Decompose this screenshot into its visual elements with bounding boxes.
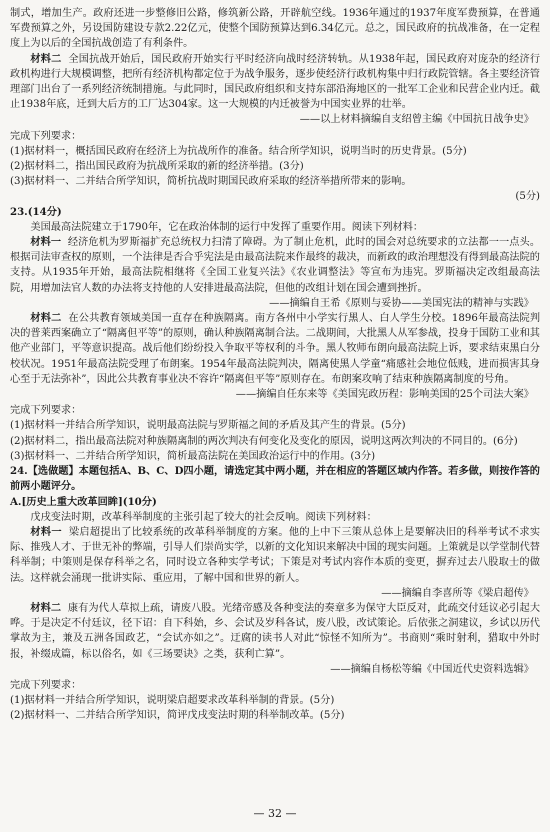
q24-source-2: ——摘编自杨松等编《中国近代史资料选辑》 <box>330 663 534 675</box>
q24-section-a-title: A.[历史上重大改革回眸](10分) <box>10 495 157 508</box>
question-24 <box>10 464 540 723</box>
q23-source-1: ——摘编自王希《原则与妥协——美国宪法的精神与实践》 <box>269 297 534 309</box>
q22-material2 <box>10 52 540 113</box>
q22-requirement-1: (1)据材料一，概括国民政府在经济上为抗战所作的准备。结合所学知识，说明当时的历史背景。(5分) <box>10 145 467 157</box>
material-text: 梁启超提出了比较系统的改革科举制度的方案。他的上中下三策从总体上是要解决旧的科举考试不求实际、推残人才、于世无补的弊端，引导人们崇尚实学，以新的文化知识来解决中国的现实问题。上策就是以学堂制代替科举制；中策则是保存科举之名，同时设立各种实学考试；下策是对考试内容作本质的变更，摒弃过去八股取士的做法。这样就会涌现一批讲实际、重应用，了解中国和世界的新人。 <box>10 526 541 584</box>
q23-source-2: ——摘编自任东来等《美国宪政历程：影响美国的25个司法大案》 <box>235 389 534 401</box>
material-text: 康有为代人草拟上疏，请废八股。光绪帝感及各种变法的奏章多为保守大臣反对，此疏交付廷议必引起大哗。于是决定不付廷议，径下诏：自下科始，乡、会试及岁科各试，废八股，改试策论。后依张之洞建议，乡试以历代掌故为主，兼及五洲各国政艺，“会试亦如之”。迂腐的读书人对此“惊怪不知所为”。书商则“乘时射利，猎取中外时报，补缀成篇，标以俗名，如《三场要诀》之类，获利亡算”。 <box>10 602 541 660</box>
question-23 <box>10 205 540 464</box>
q23-material1 <box>10 235 540 296</box>
q23-requirement-3: (3)据材料一、二并结合所学知识，简析最高法院在美国政治运行中的作用。(3分) <box>10 450 376 462</box>
q24-intro: 戊戌变法时期，改革科举制度的主张引起了较大的社会反响。阅读下列材料： <box>30 511 377 523</box>
material-text: 全国抗战开始后，国民政府开始实行平时经济向战时经济转轨。从1938年起，国民政府对庞杂的经济行政机构进行大规模调整，把所有经济机构都定位于为战争服务，逐步使经济行政机构集中归行政院管辖。各主要经济管理部门出台了一系列经济统制措施。与此同时，国民政府组织和支持东部沿海地区的一批军工企业和民营企业内迁。截止1938年底，迁到大后方的工厂达304家。这一大规模的内迁被誉为中国实业界的壮举。 <box>10 53 541 111</box>
q23-heading: 23.(14分) <box>10 205 62 218</box>
q22-requirement-3: (3)据材料一、二并结合所学知识，简析抗战时期国民政府采取的经济举措所带来的影响。 <box>10 176 412 188</box>
material-text: 经济危机为罗斯福扩充总统权力扫清了障碍。为了制止危机，此时的国会对总统要求的立法都一一点头。根据司法审查权的原则，一个法律是否合乎宪法是由最高法院来作最终的裁决，而新政的政治理想没有得到最高法院的支持。从1935年开始，最高法院相继将《全国工业复兴法》《农业调整法》等宣布为违宪。罗斯福决定改组最高法院，用增加法官人数的办法将支持他的人安排进最高法院，但他的改组计划在国会遭到挫折。 <box>10 237 541 294</box>
q23-material2 <box>10 311 540 387</box>
q23-intro: 美国最高法院建立于1790年，它在政治体制的运行中发挥了重要作用。阅读下列材料： <box>30 221 424 233</box>
question-22-continuation <box>10 6 540 205</box>
q24-requirement-1: (1)据材料一并结合所学知识，说明梁启超要求改革科举制的背景。(5分) <box>10 695 335 707</box>
q22-source: ——以上材料摘编自支绍曾主编《中国抗日战争史》 <box>299 114 534 126</box>
q22-requirement-3-score: (5分) <box>515 191 540 203</box>
page-number: — 32 — <box>253 807 297 820</box>
q24-heading: 24.【选做题】本题包括A、B、C、D四小题，请选定其中两小题，并在相应的答题区域内作答。若多做，则按作答的前两小题评分。 <box>10 465 540 493</box>
material-label: 材料二 <box>30 601 62 614</box>
q22-requirement-2: (2)据材料二，指出国民政府为抗战所采取的新的经济举措。(3分) <box>10 161 304 173</box>
material-label: 材料一 <box>30 236 62 249</box>
material-label: 材料二 <box>30 312 62 325</box>
q22-material1-continuation: 制式，增加生产。政府还进一步整修旧公路，修筑新公路，开辟航空线。1936年通过的1937年度军费预算，在普通军费预算之外，另设国防建设专款2.22亿元，使整个国防预算达到6.34亿元。总之，国民政府的抗战准备，在一定程度上为以后的全国抗战创造了有利条件。 <box>10 8 540 50</box>
q24-material2 <box>10 601 540 662</box>
q24-requirements-heading: 完成下列要求： <box>10 679 82 691</box>
q23-requirement-2: (2)据材料二，指出最高法院对种族隔离制的两次判决有何变化及变化的原因，说明这两次判决的不同目的。(6分) <box>10 435 518 447</box>
q23-requirement-1: (1)据材料一并结合所学知识，说明最高法院与罗斯福之间的矛盾及其产生的背景。(5分) <box>10 420 406 432</box>
q22-requirements-heading: 完成下列要求： <box>10 130 82 142</box>
material-text: 在公共教育领域美国一直存在种族隔离。南方各州中小学实行黑人、白人学生分校。1896年最高法院判决的普莱西案确立了“隔离但平等”的原则，确认种族隔离制合法。二战期间，大批黑人从军参战，投身于国防工业和其他产业部门，平等意识提高。战后他们纷纷投入争取平等权利的斗争。黑人牧师布朗向最高法院上诉，要求结束黑白分校状况。1951年最高法院受理了布朗案。1954年最高法院判决，隔离使黑人学童“痛感社会地位低贱，进而损害其身心至于无法弥补”，因此公共教育事业决不容许“隔离但平等”原则存在。布朗案攻响了结束种族隔离制度的号角。 <box>10 313 541 385</box>
material-label: 材料一 <box>30 525 62 538</box>
q24-requirement-2: (2)据材料一、二并结合所学知识，简评戊戌变法时期的科举制改革。(5分) <box>10 710 345 722</box>
q24-material1 <box>10 525 540 586</box>
material-label: 材料二 <box>30 52 62 65</box>
q24-source-1: ——摘编自李喜所等《梁启超传》 <box>381 587 534 599</box>
q23-requirements-heading: 完成下列要求： <box>10 405 82 417</box>
